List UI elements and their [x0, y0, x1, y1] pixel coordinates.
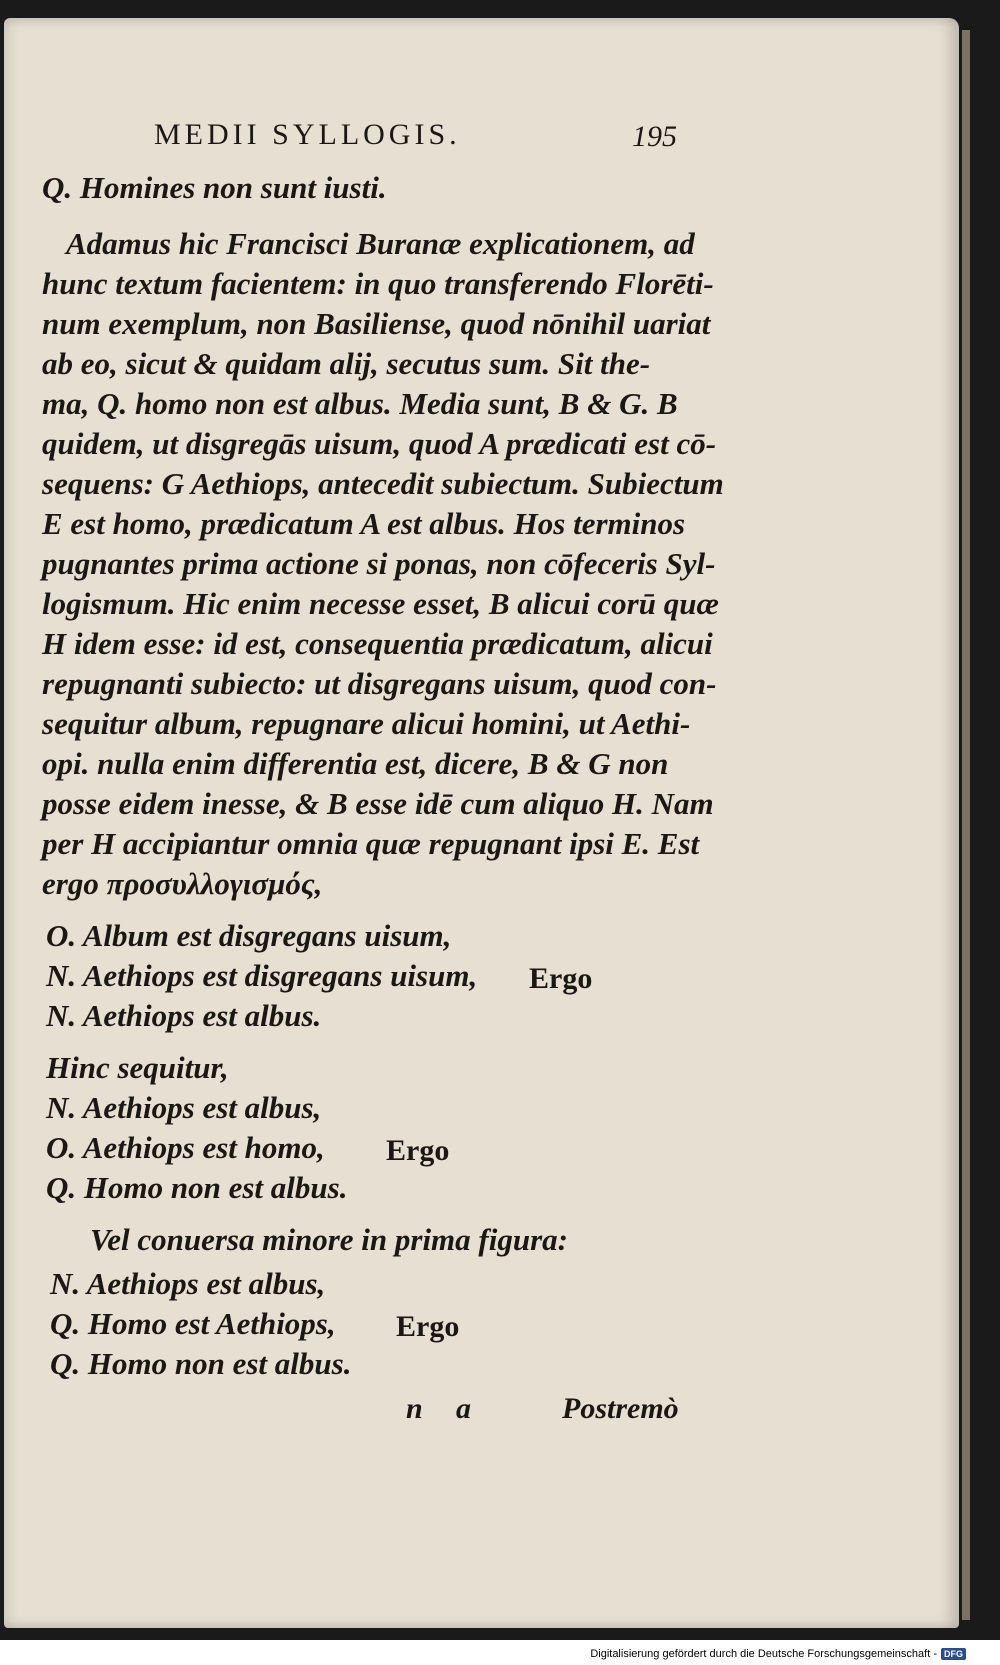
page-number: 195 [632, 120, 677, 153]
syllogism-1-ergo: Ergo [529, 962, 593, 995]
text-line: H idem esse: id est, consequentia prædicatum, alicui [42, 626, 713, 661]
book-page [4, 18, 959, 1628]
text-line: ma, Q. homo non est albus. Media sunt, B & G. B [42, 386, 678, 421]
hinc-sequitur: Hinc sequitur, [46, 1050, 229, 1085]
syllogism-1-major: O. Album est disgregans uisum, [46, 918, 452, 953]
text-line: Adamus hic Francisci Buranæ explicationem, ad [66, 226, 695, 261]
syllogism-1-minor: N. Aethiops est disgregans uisum, [46, 958, 478, 993]
text-line: opi. nulla enim differentia est, dicere, B & G non [42, 746, 669, 781]
vel-conuersa: Vel conuersa minore in prima figura: [90, 1222, 568, 1257]
page-edge-shadow [962, 30, 970, 1620]
text-line: quidem, ut disgregās uisum, quod A prædicati est cō- [42, 426, 717, 461]
dfg-logo-icon: DFG [941, 1648, 966, 1660]
syllogism-3-conclusion: Q. Homo non est albus. [50, 1346, 352, 1381]
text-line: ergo προσυλλογισμός, [42, 866, 323, 901]
syllogism-3-minor: Q. Homo est Aethiops, [50, 1306, 336, 1341]
text-line: repugnanti subiecto: ut disgregans uisum, quod con- [42, 666, 717, 701]
text-line: E est homo, prædicatum A est albus. Hos terminos [42, 506, 686, 541]
page-text [4, 18, 959, 1628]
text-line: Q. Homines non sunt iusti. [42, 170, 387, 205]
signature-mark-left: n [406, 1392, 423, 1425]
signature-mark-right: a [456, 1392, 471, 1425]
syllogism-3-ergo: Ergo [396, 1310, 460, 1343]
syllogism-3-major: N. Aethiops est albus, [50, 1266, 326, 1301]
text-line: pugnantes prima actione si ponas, non cōfeceris Syl- [42, 546, 716, 581]
text-line: per H accipiantur omnia quæ repugnant ipsi E. Est [42, 826, 700, 861]
text-line: posse eidem inesse, & B esse idē cum aliquo H. Nam [42, 786, 714, 821]
text-line: num exemplum, non Basiliense, quod nōnihil uariat [42, 306, 711, 341]
text-line: sequens: G Aethiops, antecedit subiectum. Subiectum [42, 466, 724, 501]
syllogism-2-conclusion: Q. Homo non est albus. [46, 1170, 348, 1205]
syllogism-2-ergo: Ergo [386, 1134, 450, 1167]
running-title: MEDII SYLLOGIS. [154, 118, 461, 151]
syllogism-2-major: N. Aethiops est albus, [46, 1090, 322, 1125]
syllogism-1-conclusion: N. Aethiops est albus. [46, 998, 322, 1033]
catchword: Postremò [562, 1392, 679, 1425]
text-line: logismum. Hic enim necesse esset, B alicui corū quæ [42, 586, 719, 621]
text-line: ab eo, sicut & quidam alij, secutus sum. Sit the- [42, 346, 651, 381]
text-line: sequitur album, repugnare alicui homini, ut Aethi- [42, 706, 691, 741]
text-line: hunc textum facientem: in quo transferendo Florēti- [42, 266, 714, 301]
syllogism-2-minor: O. Aethiops est homo, [46, 1130, 325, 1165]
footer-text: Digitalisierung gefördert durch die Deutsche Forschungsgemeinschaft - [590, 1648, 937, 1660]
digitization-footer [590, 1648, 966, 1660]
